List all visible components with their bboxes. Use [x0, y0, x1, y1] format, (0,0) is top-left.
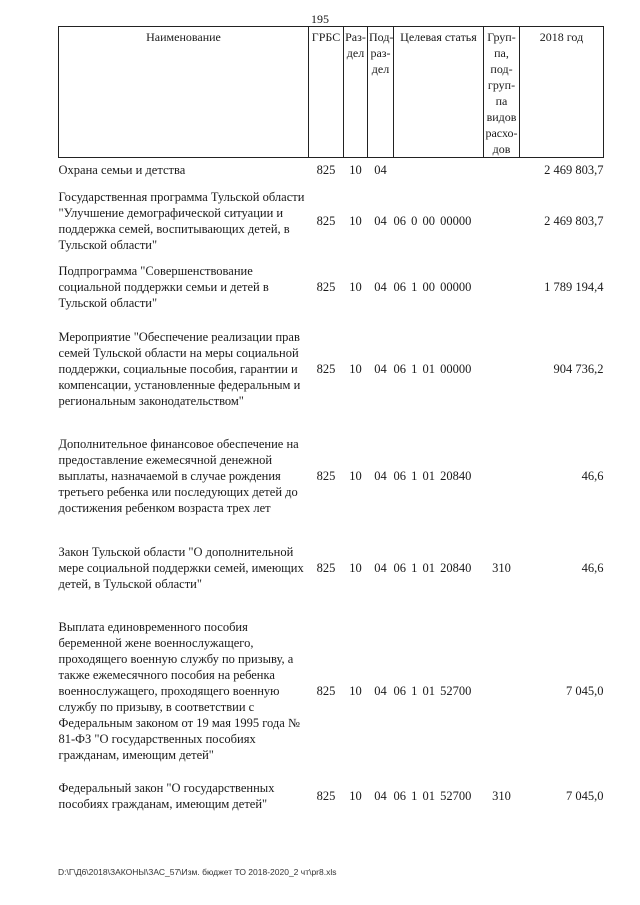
header-name: Наименование	[59, 27, 309, 158]
header-grbs: ГРБС	[309, 27, 344, 158]
row-podrazdel: 04	[374, 788, 387, 803]
row-grbs: 825	[316, 213, 336, 228]
row-podrazdel: 04	[374, 361, 387, 376]
row-target: 06 1 01 20840	[393, 560, 472, 575]
row-name: Подпрограмма "Совершенствование социальной поддержки семьи и детей в Тульской области"	[58, 263, 269, 310]
row-target: 06 1 01 00000	[393, 361, 472, 376]
row-target: 06 0 00 00000	[393, 213, 472, 228]
row-target	[394, 158, 484, 182]
row-amount: 7 045,0	[566, 683, 604, 698]
row-group	[484, 607, 520, 775]
row-razdel: 10	[349, 162, 362, 177]
header-podrazdel: Под-раз-дел	[368, 27, 394, 158]
row-podrazdel: 04	[374, 213, 387, 228]
table-row	[59, 314, 604, 424]
row-target: 06 1 01 20840	[393, 469, 472, 483]
header-target: Целевая статья	[394, 27, 484, 158]
row-podrazdel: 04	[374, 683, 387, 698]
row-target: 06 1 00 00000	[393, 279, 472, 294]
row-razdel: 10	[349, 469, 362, 483]
table-row	[59, 260, 604, 314]
table-row	[59, 529, 604, 607]
row-razdel: 10	[349, 279, 362, 294]
row-amount: 7 045,0	[566, 788, 604, 803]
table-row	[59, 607, 604, 775]
row-grbs: 825	[316, 683, 336, 698]
row-grbs: 825	[316, 560, 336, 575]
row-amount: 904 736,2	[553, 361, 604, 376]
row-target: 06 1 01 52700	[393, 683, 472, 698]
row-amount: 46,6	[581, 560, 604, 575]
row-grbs: 825	[316, 788, 336, 803]
row-grbs: 825	[316, 361, 336, 376]
row-group	[484, 158, 520, 182]
row-razdel: 10	[349, 683, 362, 698]
table-row	[59, 775, 604, 817]
row-grbs: 825	[316, 469, 336, 483]
header-razdel: Раз-дел	[344, 27, 368, 158]
row-amount: 2 469 803,7	[544, 213, 604, 228]
row-grbs: 825	[316, 162, 336, 177]
page-number: 195	[311, 12, 329, 26]
row-target: 06 1 01 52700	[393, 788, 472, 803]
budget-table	[58, 26, 604, 817]
header-group: Груп-па, под-груп-па видов расхо-дов	[484, 27, 520, 158]
row-group	[484, 182, 520, 260]
row-podrazdel: 04	[374, 560, 387, 575]
row-razdel: 10	[349, 361, 362, 376]
row-amount: 46,6	[581, 469, 604, 483]
table-row	[59, 424, 604, 529]
table-row	[59, 182, 604, 260]
file-path-footer: D:\Г\Д6\2018\ЗАКОНЫ\ЗАС_57\Изм. бюджет ТО 2018-2020_2 чт\pr8.xls	[58, 867, 337, 877]
row-podrazdel: 04	[374, 279, 387, 294]
row-group	[484, 314, 520, 424]
header-year: 2018 год	[520, 27, 604, 158]
row-razdel: 10	[349, 213, 362, 228]
header-row	[59, 27, 604, 158]
row-razdel: 10	[349, 788, 362, 803]
row-group: 310	[492, 560, 511, 575]
row-razdel: 10	[349, 560, 362, 575]
table-row	[59, 158, 604, 182]
row-group: 310	[492, 788, 511, 803]
row-name: Охрана семьи и детства	[58, 162, 186, 177]
row-name: Выплата единовременного пособия беременной жене военнослужащего, проходящего военную службу по призыву, а также ежемесячного пособия на ребенка военнослужащего, проходящего военную службу по призыву, в соответствии с Федеральным законом от 19 мая 1995 года № 81-ФЗ "О государственных пособиях гражданам, имеющим детей"	[58, 619, 300, 762]
row-podrazdel: 04	[374, 469, 387, 483]
row-group	[484, 424, 520, 529]
row-amount: 1 789 194,4	[544, 279, 604, 294]
row-podrazdel: 04	[374, 162, 387, 177]
row-name: Федеральный закон "О государственных пособиях гражданам, имеющим детей"	[58, 780, 275, 811]
row-group	[484, 260, 520, 314]
row-grbs: 825	[316, 279, 336, 294]
row-name: Дополнительное финансовое обеспечение на предоставление ежемесячной денежной выплаты, назначаемой в случае рождения третьего ребенка или последующих детей до достижения ребенком возраста трех лет	[58, 437, 299, 515]
row-name: Государственная программа Тульской области "Улучшение демографической ситуации и поддержка семей, воспитывающих детей, в Тульской области"	[58, 189, 305, 252]
row-name: Мероприятие "Обеспечение реализации прав семей Тульской области на меры социальной поддержки, социальные пособия, гарантии и компенсации, установленные федеральным и региональным законодательством"	[58, 329, 301, 408]
row-amount: 2 469 803,7	[544, 162, 604, 177]
row-name: Закон Тульской области "О дополнительной мере социальной поддержки семей, имеющих детей, в Тульской области"	[58, 544, 304, 591]
